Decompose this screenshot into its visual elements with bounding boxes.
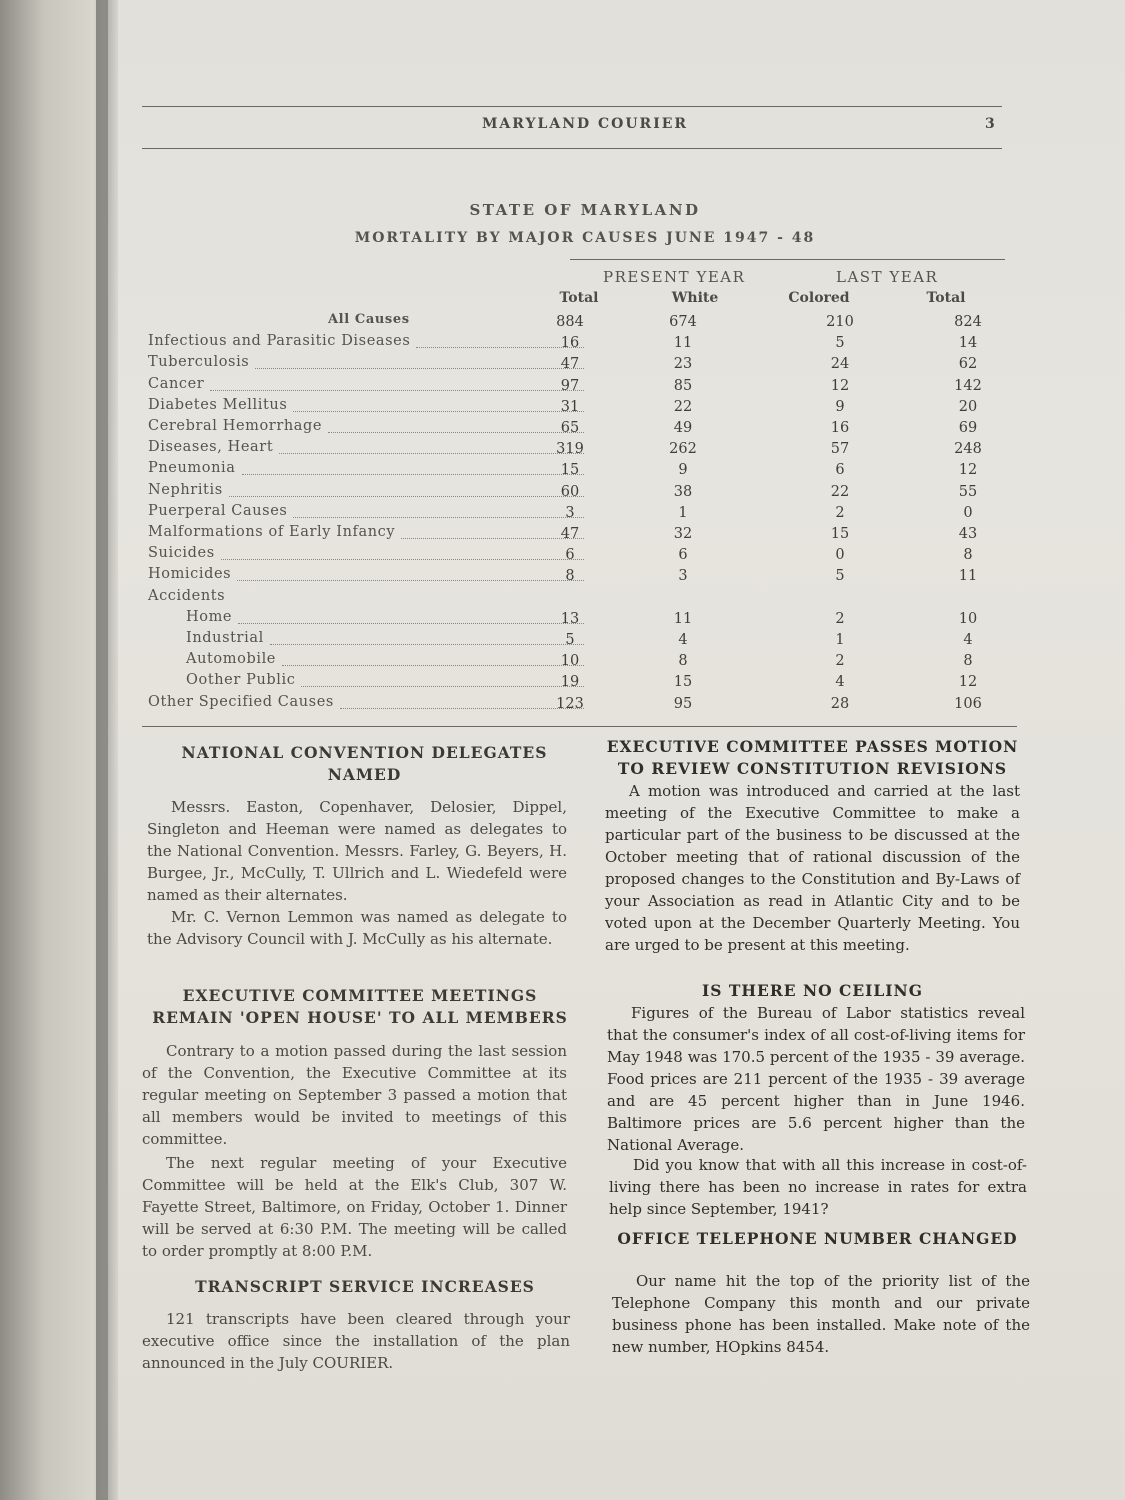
dotted-leader — [255, 368, 584, 369]
table-row — [148, 694, 1008, 714]
table-cell: 14 — [958, 335, 978, 352]
table-cell: 6 — [835, 462, 845, 479]
section-heading-transcripts: TRANSCRIPT SERVICE INCREASES — [195, 1277, 535, 1296]
table-cell: 65 — [560, 420, 580, 436]
table-cell: 22 — [673, 398, 693, 415]
paragraph-motion: A motion was introduced and carried at the last meeting of the Executive Committee to make a particular part of the business to be discussed at the October meeting that of rational discussion of the proposed changes to the Constitution and By-Laws of your Association as read in Atlantic City and to be voted upon at the December Quarterly Meeting. You are urged to be present at this meeting. — [605, 782, 1020, 954]
row-label: Oother Public — [186, 672, 296, 689]
table-cell: 1 — [678, 504, 688, 521]
table-row — [148, 524, 1008, 544]
table-row — [148, 588, 1008, 608]
table-cell: 11 — [958, 568, 978, 585]
column-header: Total — [926, 290, 966, 306]
table-cell: 1 — [835, 632, 845, 648]
table-cell: 4 — [963, 632, 973, 648]
column-header: Total — [559, 290, 599, 306]
table-cell: 23 — [673, 356, 693, 373]
table-cell: 47 — [560, 526, 580, 542]
table-cell: 142 — [954, 377, 982, 394]
table-cell: 0 — [963, 504, 973, 521]
table-cell: 15 — [673, 674, 693, 691]
table-row — [148, 397, 1008, 417]
dotted-leader — [238, 623, 584, 624]
facing-page-edge — [0, 0, 110, 1500]
table-cell: 4 — [678, 632, 688, 648]
table-row — [148, 354, 1008, 374]
table-row — [148, 376, 1008, 396]
binding-gutter-shadow — [96, 0, 118, 1500]
table-cell: 20 — [958, 398, 978, 415]
table-cell: 47 — [560, 356, 580, 373]
row-label: Suicides — [148, 545, 215, 562]
table-cell: 3 — [678, 568, 688, 585]
dotted-leader — [279, 453, 584, 454]
table-cell: 62 — [958, 356, 978, 373]
section-heading-delegates: NATIONAL CONVENTION DELEGATES NAMED — [181, 743, 548, 784]
table-cell: 884 — [556, 314, 584, 330]
dotted-leader — [242, 474, 584, 475]
table-row — [148, 482, 1008, 502]
header-bottom-rule — [142, 148, 1002, 149]
row-label: Diabetes Mellitus — [148, 396, 288, 413]
table-cell: 3 — [565, 504, 575, 521]
header-top-rule — [142, 106, 1002, 107]
table-cell: 43 — [958, 526, 978, 542]
table-cell: 5 — [835, 335, 845, 352]
table-cell: 5 — [835, 568, 845, 585]
dotted-leader — [282, 665, 584, 666]
paragraph-delegates-2: Mr. C. Vernon Lemmon was named as delegate to the Advisory Council with J. McCully as his alternate. — [147, 908, 567, 948]
dotted-leader — [210, 390, 584, 391]
row-label: Home — [186, 608, 233, 625]
table-cell: 57 — [830, 441, 850, 458]
table-cell: 824 — [954, 314, 982, 330]
group-header-last-year: LAST YEAR — [836, 268, 939, 286]
table-row — [148, 651, 1008, 671]
section-heading-telephone: OFFICE TELEPHONE NUMBER CHANGED — [617, 1229, 1018, 1248]
dotted-leader — [221, 559, 584, 560]
table-subtitle: MORTALITY BY MAJOR CAUSES JUNE 1947 - 48 — [354, 230, 816, 246]
table-row — [148, 545, 1008, 565]
table-row — [148, 672, 1008, 692]
group-header-present-year: PRESENT YEAR — [603, 268, 746, 286]
table-cell: 6 — [678, 547, 688, 564]
table-title: STATE OF MARYLAND — [469, 201, 701, 219]
dotted-leader — [270, 644, 584, 645]
table-cell: 8 — [678, 653, 688, 670]
row-label: Automobile — [186, 651, 276, 668]
table-cell: 11 — [673, 610, 693, 627]
section-heading-ceiling: IS THERE NO CEILING — [702, 981, 923, 1000]
paragraph-transcripts: 121 transcripts have been cleared through your executive office since the installation of the plan announced in the July COURIER. — [142, 1310, 570, 1372]
dotted-leader — [237, 580, 584, 581]
table-bottom-rule — [142, 726, 1017, 727]
page-number: 3 — [985, 116, 995, 132]
table-row — [148, 418, 1008, 438]
table-cell: 19 — [560, 674, 580, 691]
table-cell: 24 — [830, 356, 850, 373]
table-cell: 12 — [830, 377, 850, 394]
table-cell: 85 — [673, 377, 693, 394]
row-label: Cerebral Hemorrhage — [148, 418, 323, 434]
table-row — [148, 333, 1008, 353]
table-cell: 123 — [556, 695, 584, 712]
table-cell: 55 — [958, 483, 978, 500]
row-label: Industrial — [186, 630, 264, 646]
paragraph-ceiling-2: Did you know that with all this increase in cost-of-living there has been no increase in rates for extra help since September, 1941? — [609, 1156, 1027, 1218]
table-cell: 319 — [556, 441, 584, 458]
row-label: Accidents — [148, 587, 226, 604]
paragraph-meetings-1: Contrary to a motion passed during the last session of the Convention, the Executive Committee at its regular meeting on September 3 passed a motion that all members would be invited to meetings of this committee. — [142, 1042, 567, 1148]
table-cell: 2 — [835, 610, 845, 627]
table-cell: 22 — [830, 483, 850, 500]
paragraph-meetings-2: The next regular meeting of your Executive Committee will be held at the Elk's Club, 307 W. Fayette Street, Baltimore, on Friday, October 1. Dinner will be served at 6:30 P.M. The meeting will be called to order promptly at 8:00 P.M. — [142, 1154, 567, 1260]
table-cell: 16 — [830, 420, 850, 436]
table-cell: 12 — [958, 674, 978, 691]
table-cell: 38 — [673, 483, 693, 500]
row-label: Malformations of Early Infancy — [148, 524, 396, 540]
paragraph-delegates-1: Messrs. Easton, Copenhaver, Delosier, Dippel, Singleton and Heeman were named as delegates to the National Convention. Messrs. Farley, G. Beyers, H. Burgee, Jr., McCully, T. Ullrich and L. Wiedefeld were named as their alternates. — [147, 798, 567, 904]
table-cell: 4 — [835, 674, 845, 691]
table-cell: 13 — [560, 610, 580, 627]
row-label: Other Specified Causes — [148, 693, 334, 710]
table-cell: 106 — [954, 695, 982, 712]
table-cell: 8 — [963, 547, 973, 564]
table-cell: 248 — [954, 441, 982, 458]
table-cell: 11 — [673, 335, 693, 352]
table-cell: 8 — [565, 568, 575, 585]
dotted-leader — [229, 496, 584, 497]
table-cell: 12 — [958, 462, 978, 479]
table-cell: 9 — [678, 462, 688, 479]
row-label: Diseases, Heart — [148, 439, 274, 456]
table-row — [148, 439, 1008, 459]
table-cell: 9 — [835, 398, 845, 415]
table-cell: 95 — [673, 695, 693, 712]
row-label: Cancer — [148, 375, 205, 392]
table-row — [148, 312, 1008, 332]
paragraph-telephone: Our name hit the top of the priority list of the Telephone Company this month and our private business phone has been installed. Make note of the new number, HOpkins 8454. — [612, 1272, 1030, 1356]
table-row — [148, 460, 1008, 480]
table-cell: 28 — [830, 695, 850, 712]
table-cell: 16 — [560, 335, 580, 352]
row-label: Tuberculosis — [148, 354, 250, 371]
table-cell: 8 — [963, 653, 973, 670]
table-row — [148, 566, 1008, 586]
table-row — [148, 630, 1008, 650]
table-cell: 49 — [673, 420, 693, 436]
table-header-rule — [570, 259, 1005, 260]
table-cell: 69 — [958, 420, 978, 436]
table-row — [148, 503, 1008, 523]
table-cell: 5 — [565, 632, 575, 648]
table-cell: 97 — [560, 377, 580, 394]
row-label: Puerperal Causes — [148, 502, 288, 519]
table-cell: 10 — [560, 653, 580, 670]
table-cell: 2 — [835, 504, 845, 521]
column-header: White — [671, 290, 719, 306]
paragraph-ceiling-1: Figures of the Bureau of Labor statistics reveal that the consumer's index of all cost-of-living items for May 1948 was 170.5 percent of the 1935 - 39 average. Food prices are 211 percent of the 1935 - 39 average and are 45 percent higher than in June 1946. Baltimore prices are 5.6 percent higher than the National Average. — [607, 1004, 1025, 1154]
row-label: Infectious and Parasitic Diseases — [148, 333, 411, 350]
row-label: Pneumonia — [148, 460, 236, 477]
column-header: Colored — [788, 290, 850, 306]
table-cell: 15 — [830, 526, 850, 542]
table-cell: 6 — [565, 547, 575, 564]
table-row — [148, 609, 1008, 629]
table-cell: 2 — [835, 653, 845, 670]
row-label: All Causes — [328, 312, 410, 327]
table-cell: 60 — [560, 483, 580, 500]
section-heading-motion: EXECUTIVE COMMITTEE PASSES MOTION TO REVIEW CONSTITUTION REVISIONS — [606, 737, 1019, 778]
row-label: Homicides — [148, 566, 232, 583]
section-heading-meetings: EXECUTIVE COMMITTEE MEETINGS REMAIN 'OPEN HOUSE' TO ALL MEMBERS — [152, 986, 568, 1027]
table-cell: 0 — [835, 547, 845, 564]
row-label: Nephritis — [148, 481, 223, 498]
publication-title: MARYLAND COURIER — [481, 116, 689, 132]
table-cell: 32 — [673, 526, 693, 542]
table-cell: 15 — [560, 462, 580, 479]
table-cell: 10 — [958, 610, 978, 627]
table-cell: 210 — [826, 314, 854, 330]
table-cell: 674 — [669, 314, 697, 330]
table-cell: 262 — [669, 441, 697, 458]
table-cell: 31 — [560, 398, 580, 415]
